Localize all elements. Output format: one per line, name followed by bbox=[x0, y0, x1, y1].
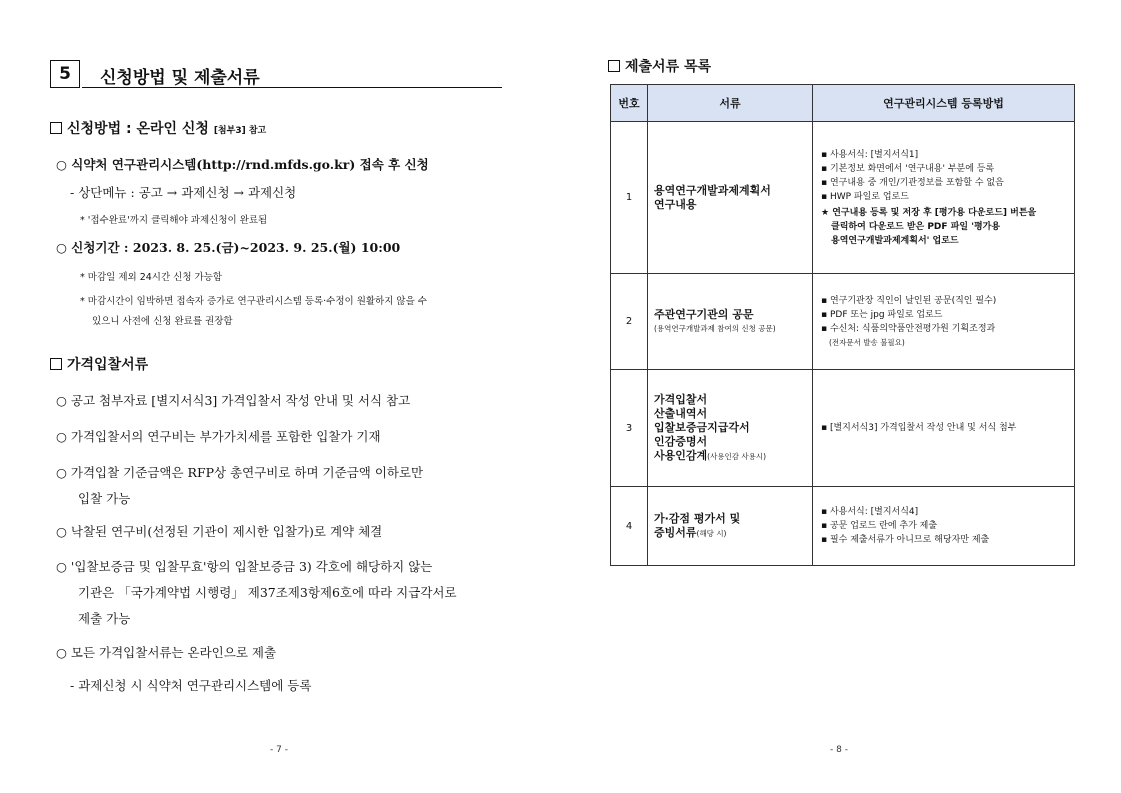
price-bullet-2: ○ 가격입찰서의 연구비는 부가가치세를 포함한 입찰가 기재 bbox=[56, 429, 381, 444]
submission-table bbox=[610, 84, 1075, 566]
header-method: 연구관리시스템 등록방법 bbox=[813, 85, 1075, 122]
circle-bullet-icon: ○ bbox=[56, 465, 67, 480]
table-row bbox=[611, 370, 1075, 487]
header-num: 번호 bbox=[611, 85, 648, 122]
price-bullet-4: ○ 낙찰된 연구비(선정된 기관이 제시한 입찰가)로 계약 체결 bbox=[56, 524, 383, 539]
table-row bbox=[611, 487, 1075, 566]
row-method: ▪ 사용서식: [별지서식4] ▪ 공문 업로드 란에 추가 제출 ▪ 필수 제출서류가 아니므로 해당자만 제출 bbox=[813, 487, 1075, 566]
circle-bullet-icon: ○ bbox=[56, 429, 67, 444]
bullet-system-access: ○ 식약처 연구관리시스템(http://rnd.mfds.go.kr) 접속 후 신청 bbox=[56, 157, 429, 172]
circle-bullet-icon: ○ bbox=[56, 157, 67, 172]
page-number-left: - 7 - bbox=[270, 745, 288, 755]
row-doc: 가격입찰서 산출내역서 입찰보증금지급각서 인감증명서 사용인감계(사용인감 사용시) bbox=[648, 370, 813, 487]
row-doc: 용역연구개발과제계획서 연구내용 bbox=[648, 122, 813, 274]
circle-bullet-icon: ○ bbox=[56, 524, 67, 539]
bullet-period: ○ 신청기간 : 2023. 8. 25.(금)~2023. 9. 25.(월) 10:00 bbox=[56, 240, 401, 255]
circle-bullet-icon: ○ bbox=[56, 393, 67, 408]
section-title: 신청방법 및 제출서류 bbox=[100, 68, 260, 88]
price-bullet-5: ○ '입찰보증금 및 입찰무효'항의 입찰보증금 3) 각호에 해당하지 않는 bbox=[56, 559, 433, 574]
row-num: 1 bbox=[611, 122, 648, 274]
star-note: ★ 연구내용 등록 및 저장 후 [평가용 다운로드] 버튼을 bbox=[821, 207, 1037, 218]
header-doc: 서류 bbox=[648, 85, 813, 122]
row-doc: 주관연구기관의 공문 (용역연구개발과제 참여의 신청 공문) bbox=[648, 274, 813, 370]
row-method: ▪ 연구기관장 직인이 날인된 공문(직인 필수) ▪ PDF 또는 jpg 파일로 업로드 ▪ 수신처: 식품의약품안전평가원 기획조정과 (전자문서 발송 불필요) bbox=[813, 274, 1075, 370]
price-bullet-6: ○ 모든 가격입찰서류는 온라인으로 제출 bbox=[56, 645, 277, 660]
table-header-row bbox=[611, 85, 1075, 122]
price-bullet-5-cont: 기관은 「국가계약법 시행령」 제37조제3항제6호에 따라 지급각서로 bbox=[78, 585, 457, 600]
checkbox-square-icon bbox=[608, 60, 620, 72]
price-bullet-5-cont2: 제출 가능 bbox=[78, 611, 131, 626]
checkbox-square-icon bbox=[50, 122, 62, 134]
price-bullet-3-cont: 입찰 가능 bbox=[78, 491, 131, 506]
circle-bullet-icon: ○ bbox=[56, 559, 67, 574]
section-number: 5 bbox=[50, 60, 80, 88]
row-num: 4 bbox=[611, 487, 648, 566]
circle-bullet-icon: ○ bbox=[56, 645, 67, 660]
row-num: 3 bbox=[611, 370, 648, 487]
price-dash: - 과제신청 시 식약처 연구관리시스템에 등록 bbox=[70, 678, 312, 693]
price-bullet-3: ○ 가격입찰 기준금액은 RFP상 총연구비로 하며 기준금액 이하로만 bbox=[56, 465, 424, 480]
section-rule bbox=[82, 87, 502, 88]
table-row bbox=[611, 122, 1075, 274]
circle-bullet-icon: ○ bbox=[56, 240, 67, 255]
note-24h: * 마감일 제외 24시간 신청 가능함 bbox=[80, 272, 223, 283]
price-bullet-1: ○ 공고 첨부자료 [별지서식3] 가격입찰서 작성 안내 및 서식 참고 bbox=[56, 393, 411, 408]
row-method: ▪ [별지서식3] 가격입찰서 작성 안내 및 서식 첨부 bbox=[813, 370, 1075, 487]
table-row bbox=[611, 274, 1075, 370]
price-heading: 가격입찰서류 bbox=[50, 354, 148, 374]
row-num: 2 bbox=[611, 274, 648, 370]
note-deadline-cont: 있으니 사전에 신청 완료를 권장함 bbox=[92, 316, 233, 327]
note-deadline: * 마감시간이 임박하면 접속자 증가로 연구관리시스템 등록·수정이 원활하지 않을 수 bbox=[80, 296, 427, 307]
checkbox-square-icon bbox=[50, 358, 62, 370]
note-complete: * '접수완료'까지 클릭해야 과제신청이 완료됨 bbox=[80, 215, 268, 226]
page-number-right: - 8 - bbox=[830, 745, 848, 755]
menu-path: - 상단메뉴 : 공고 → 과제신청 → 과제신청 bbox=[70, 185, 297, 200]
table-title: 제출서류 목록 bbox=[608, 56, 711, 76]
method-heading: 신청방법 : 온라인 신청 [첨부3] 참고 bbox=[50, 118, 266, 138]
row-method: ▪ 사용서식: [별지서식1] ▪ 기본정보 화면에서 '연구내용' 부분에 등록 ▪ 연구내용 중 개인/기관정보를 포함할 수 없음 ▪ HWP 파일로 업로드 ★ 연구내용 등록 및 저장 후 [평가용 다운로드] 버튼을 클릭하여 다운로드 받은 PDF 파일 '평가용 용역연구개발과제계획서' 업로드 bbox=[813, 122, 1075, 274]
row-doc: 가·감점 평가서 및 증빙서류(해당 시) bbox=[648, 487, 813, 566]
